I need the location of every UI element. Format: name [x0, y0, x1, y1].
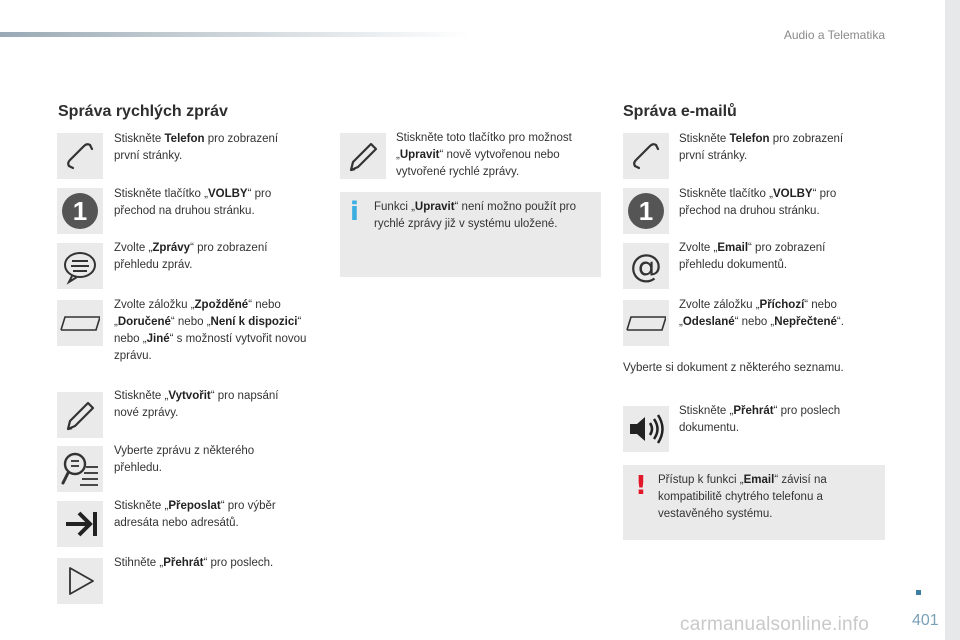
- at-sign-icon: [623, 243, 669, 289]
- body-text: Zvolte záložku „: [679, 299, 760, 311]
- section-title-email: Správa e-mailů: [623, 103, 737, 120]
- body-text: Funkci „: [374, 201, 415, 213]
- page-number: 401: [912, 612, 939, 629]
- body-text: Stiskněte: [679, 133, 730, 145]
- search-list-icon: [57, 446, 103, 492]
- phone-handset-icon: [57, 133, 103, 179]
- step-text: [623, 360, 883, 377]
- body-text: Stiskněte „: [114, 390, 169, 402]
- page-marker: [916, 590, 921, 595]
- body-text: Přístup k funkci „: [658, 474, 744, 486]
- number-one-icon: [57, 188, 103, 234]
- tab-folder-icon: [57, 300, 103, 346]
- body-text: Zvolte záložku „: [114, 299, 195, 311]
- step-text: [114, 240, 304, 274]
- body-text: “ závisí na kompatibilitě chytrého telefonu a vestavěného systému.: [658, 474, 827, 520]
- emphasis-text: Email: [717, 242, 749, 254]
- step-text: [114, 498, 304, 532]
- emphasis-text: Email: [743, 474, 775, 486]
- body-text: Stiskněte: [114, 133, 165, 145]
- emphasis-text: Upravit: [414, 201, 455, 213]
- body-text: “ pro zobrazení přehledu dokumentů.: [679, 242, 826, 271]
- page-header-title: Audio a Telematika: [783, 28, 885, 42]
- step-text: [679, 186, 869, 220]
- emphasis-text: Příchozí: [759, 299, 805, 311]
- tab-folder-icon: [623, 300, 669, 346]
- warning-icon: !: [635, 471, 647, 501]
- body-text: Stihněte „: [114, 557, 164, 569]
- body-text: Stiskněte „: [114, 500, 169, 512]
- body-text: “ nově vytvořenou nebo vytvořené rychlé zprávy.: [396, 149, 560, 178]
- step-text: [679, 403, 869, 437]
- body-text: pro zobrazení první stránky.: [679, 133, 844, 162]
- emphasis-text: Zpožděné: [194, 299, 249, 311]
- emphasis-text: Nepřečtené: [774, 316, 837, 328]
- step-text: [396, 130, 596, 181]
- body-text: “ nebo „: [679, 299, 837, 328]
- phone-handset-icon: [623, 133, 669, 179]
- emphasis-text: Přehrát: [733, 405, 774, 417]
- body-text: Stiskněte tlačítko „: [114, 188, 208, 200]
- forward-arrow-icon: [57, 501, 103, 547]
- step-text: [114, 555, 304, 572]
- step-text: [679, 240, 869, 274]
- body-text: “ pro výběr adresáta nebo adresátů.: [114, 500, 276, 529]
- body-text: “ pro přechod na druhou stránku.: [114, 188, 272, 217]
- svg-text:1: 1: [638, 196, 654, 226]
- section-title-quick-messages: Správa rychlých zpráv: [58, 103, 228, 120]
- body-text: “ nebo „: [734, 316, 775, 328]
- emphasis-text: Přehrát: [163, 557, 204, 569]
- body-text: “ pro poslech.: [203, 557, 274, 569]
- step-text: [114, 186, 304, 220]
- body-text: Stiskněte toto tlačítko pro možnost „: [396, 132, 572, 161]
- body-text: “ nebo „: [114, 316, 302, 345]
- body-text: “ nebo „: [114, 299, 281, 328]
- body-text: “ pro poslech dokumentu.: [679, 405, 841, 434]
- body-text: “ pro napsání nové zprávy.: [114, 390, 279, 419]
- body-text: “ nebo „: [170, 316, 211, 328]
- body-text: “ není možno použít pro rychlé zprávy již v systému uložené.: [374, 201, 576, 230]
- svg-text:1: 1: [72, 196, 88, 226]
- step-text: [679, 297, 875, 331]
- step-text: [114, 443, 304, 477]
- body-text: Zvolte „: [679, 242, 718, 254]
- message-bubble-icon: [57, 243, 103, 289]
- emphasis-text: Zprávy: [152, 242, 191, 254]
- emphasis-text: VOLBY: [772, 188, 813, 200]
- step-text: [114, 388, 304, 422]
- svg-text:@: @: [630, 247, 662, 285]
- info-text: [374, 199, 596, 233]
- step-text: [679, 131, 869, 165]
- info-box: [340, 192, 601, 277]
- emphasis-text: Vytvořit: [168, 390, 211, 402]
- body-text: pro zobrazení první stránky.: [114, 133, 279, 162]
- body-text: “ pro přechod na druhou stránku.: [679, 188, 837, 217]
- emphasis-text: Upravit: [399, 149, 440, 161]
- pencil-icon: [340, 133, 386, 179]
- emphasis-text: Doručené: [117, 316, 171, 328]
- play-icon: [57, 558, 103, 604]
- footer-watermark: carmanualsonline.info: [680, 614, 870, 635]
- header-bar: [0, 32, 470, 37]
- number-one-icon: [623, 188, 669, 234]
- body-text: Stiskněte „: [679, 405, 734, 417]
- emphasis-text: Telefon: [729, 133, 770, 145]
- pencil-icon: [57, 392, 103, 438]
- emphasis-text: Není k dispozici: [210, 316, 298, 328]
- emphasis-text: Odeslané: [682, 316, 735, 328]
- warning-box: [623, 465, 885, 540]
- step-text: [114, 297, 310, 365]
- body-text: Stiskněte tlačítko „: [679, 188, 773, 200]
- emphasis-text: Telefon: [164, 133, 205, 145]
- emphasis-text: Jiné: [146, 333, 170, 345]
- emphasis-text: Přeposlat: [168, 500, 221, 512]
- speaker-icon: [623, 406, 669, 452]
- warning-text: [658, 472, 880, 523]
- body-text: Zvolte „: [114, 242, 153, 254]
- body-text: “ pro zobrazení přehledu zpráv.: [114, 242, 268, 271]
- step-text: [114, 131, 304, 165]
- body-text: “ s možností vytvořit novou zprávu.: [114, 333, 307, 362]
- body-text: “.: [836, 316, 844, 328]
- emphasis-text: VOLBY: [207, 188, 248, 200]
- info-icon: i: [350, 197, 359, 227]
- body-text: Vyberte zprávu z některého přehledu.: [114, 445, 255, 474]
- body-text: Vyberte si dokument z některého seznamu.: [623, 362, 844, 374]
- page-edge-strip: [945, 0, 960, 640]
